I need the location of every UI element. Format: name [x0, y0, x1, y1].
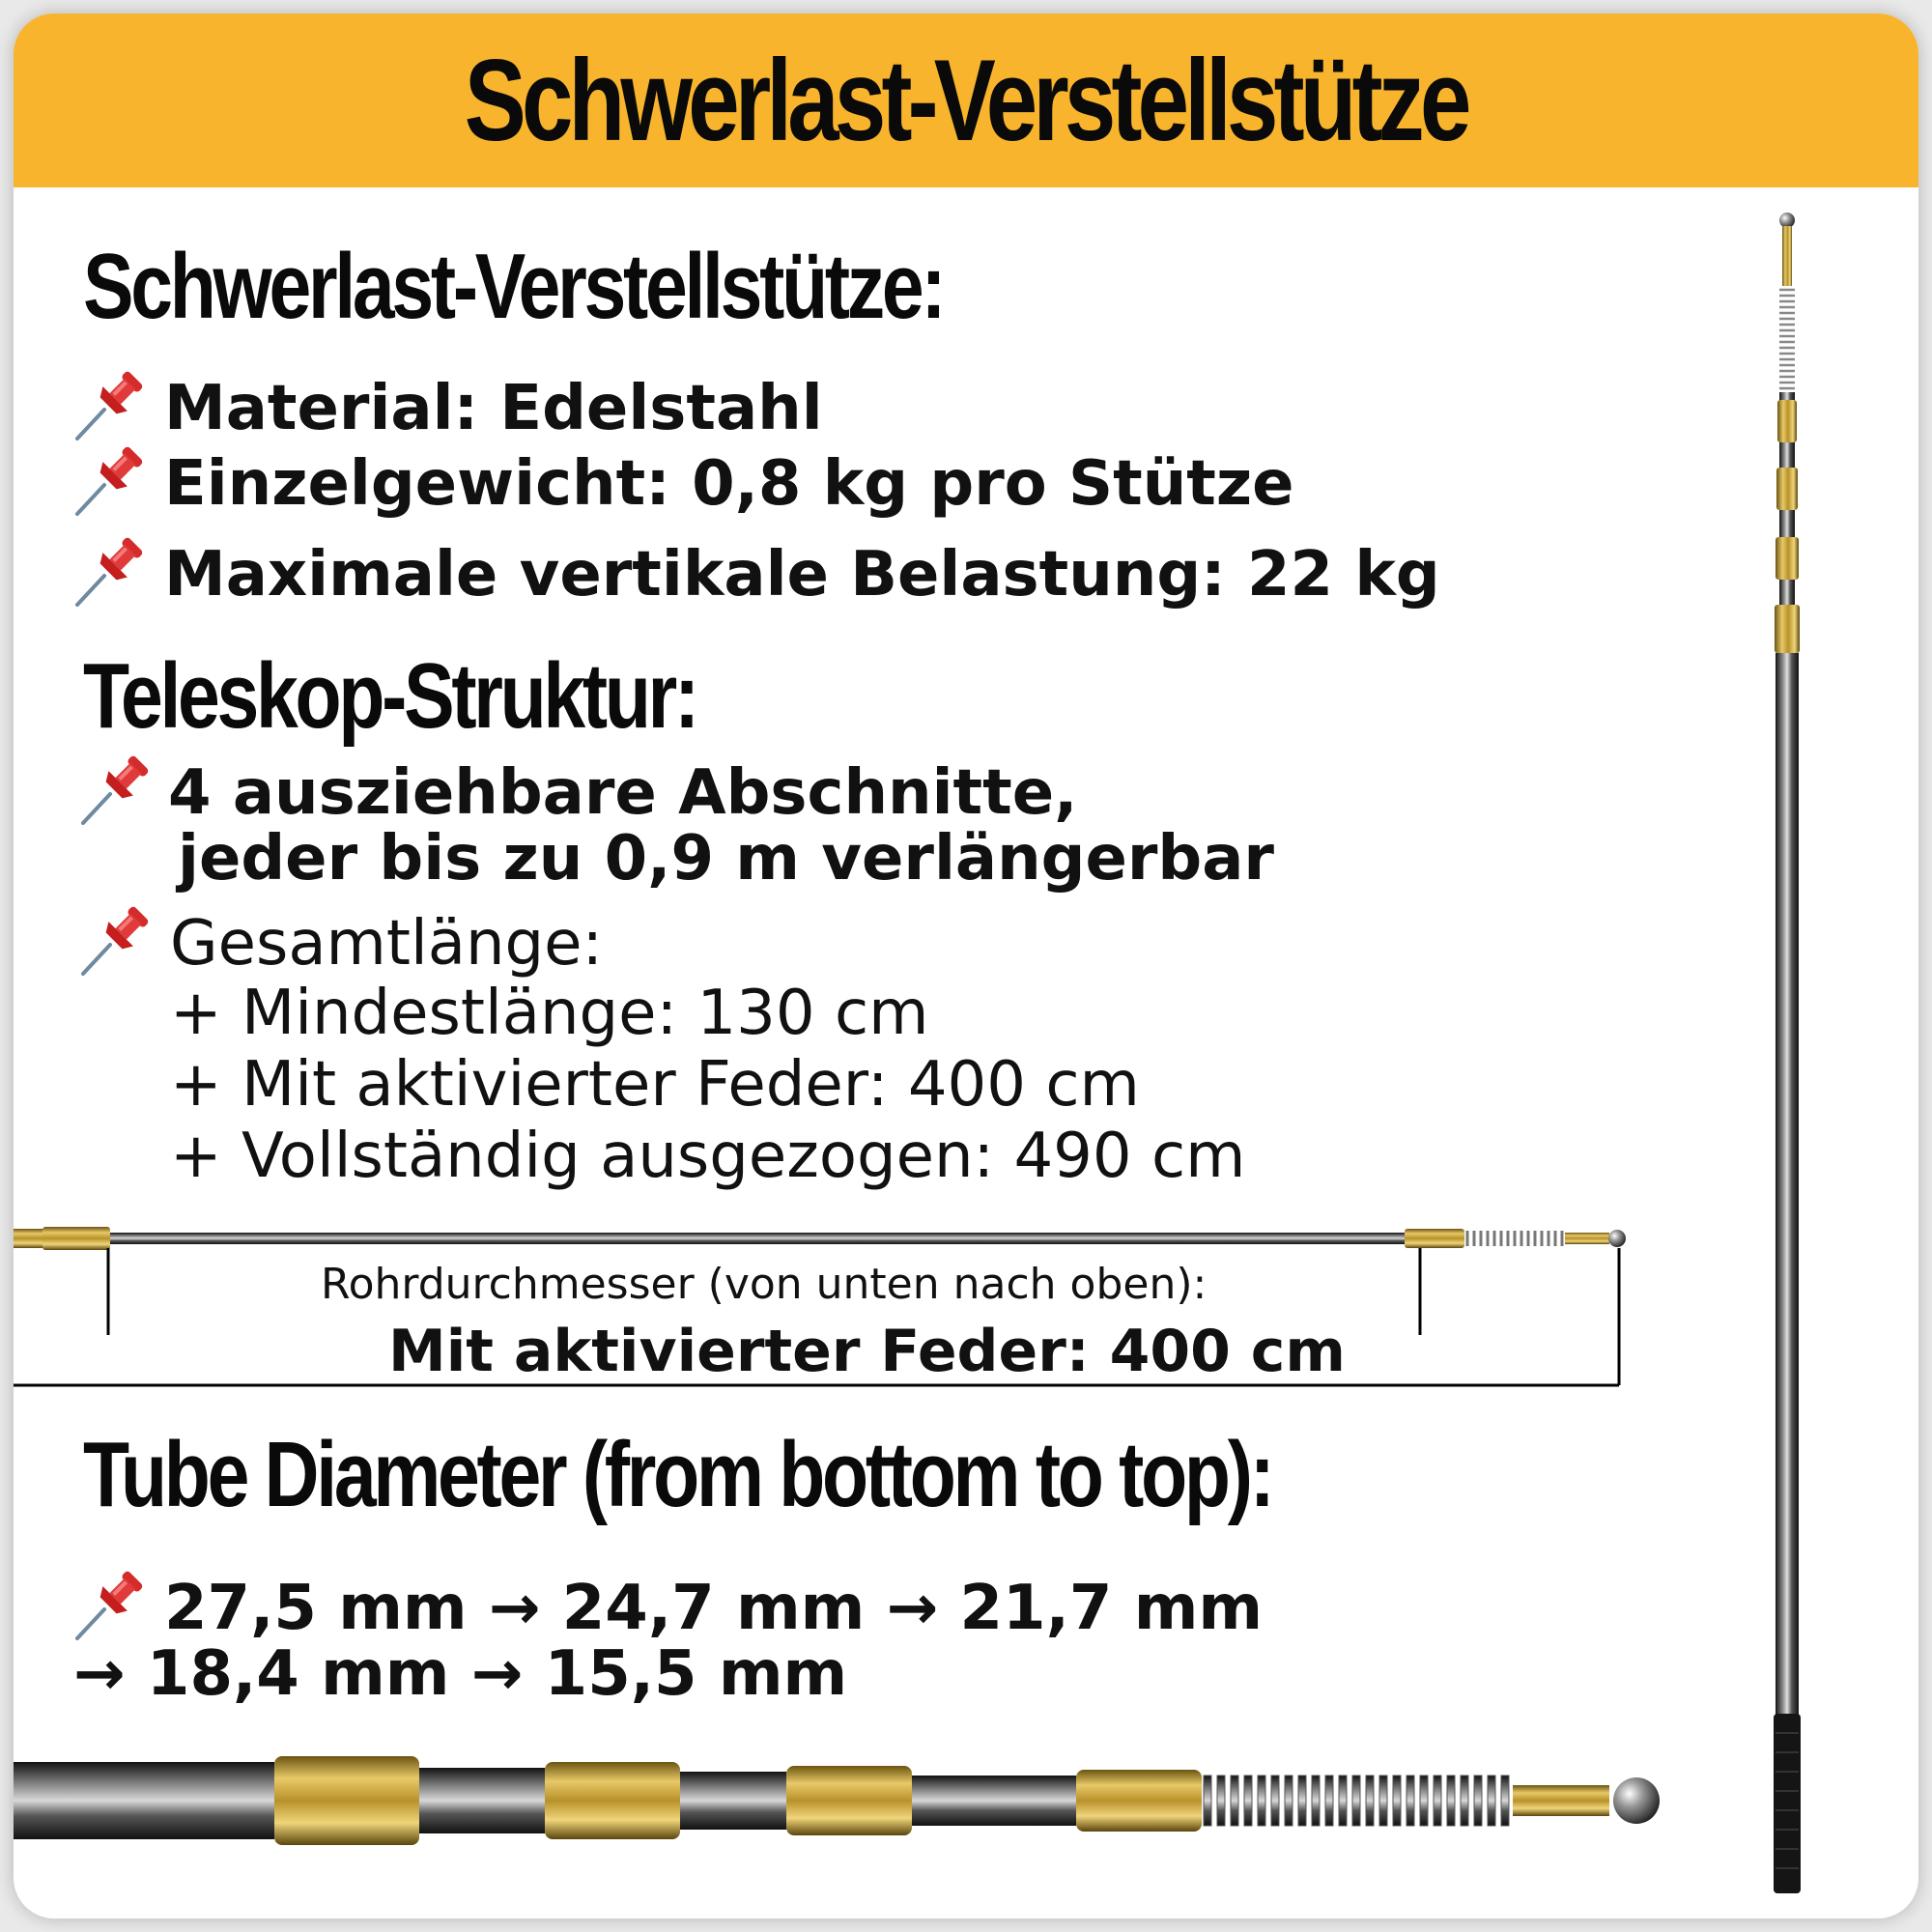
telescope-sections-line2: jeder bis zu 0,9 m verlängerbar: [178, 823, 1274, 895]
pushpin-icon: [71, 1563, 151, 1642]
spec-material: Material: Edelstahl: [164, 373, 823, 444]
section-heading-diameter: Tube Diameter (from bottom to top):: [83, 1423, 1272, 1526]
length-spring: + Mit aktivierter Feder: 400 cm: [170, 1049, 1140, 1121]
vertical-pole-illustration: [1752, 207, 1830, 1907]
spec-load: Maximale vertikale Belastung: 22 kg: [164, 539, 1440, 611]
pushpin-icon: [77, 898, 156, 978]
banner-title: Schwerlast-Verstellstütze: [465, 36, 1467, 165]
large-pole-illustration: [14, 1743, 1918, 1868]
total-length-title: Gesamtlänge:: [170, 908, 604, 980]
product-card: [14, 14, 1918, 1918]
title-banner: [14, 14, 1918, 187]
pushpin-icon: [71, 529, 151, 609]
diameter-values-line2: → 18,4 mm → 15,5 mm: [73, 1638, 848, 1710]
length-min: + Mindestlänge: 130 cm: [170, 978, 929, 1049]
pushpin-icon: [71, 363, 151, 442]
spec-weight: Einzelgewicht: 0,8 kg pro Stütze: [164, 448, 1294, 520]
section-heading-telescope: Teleskop-Struktur:: [83, 644, 696, 748]
length-full: + Vollständig ausgezogen: 490 cm: [170, 1121, 1246, 1192]
diameter-values-line1: 27,5 mm → 24,7 mm → 21,7 mm: [164, 1573, 1264, 1644]
telescope-sections-line1: 4 ausziehbare Abschnitte,: [168, 757, 1078, 829]
diameter-caption-de: Rohrdurchmesser (von unten nach oben):: [321, 1260, 1208, 1309]
spring-length-caption: Mit aktivierter Feder: 400 cm: [388, 1318, 1346, 1385]
pushpin-icon: [77, 748, 156, 827]
section-heading-specs: Schwerlast-Verstellstütze:: [83, 235, 944, 338]
pushpin-icon: [71, 439, 151, 518]
